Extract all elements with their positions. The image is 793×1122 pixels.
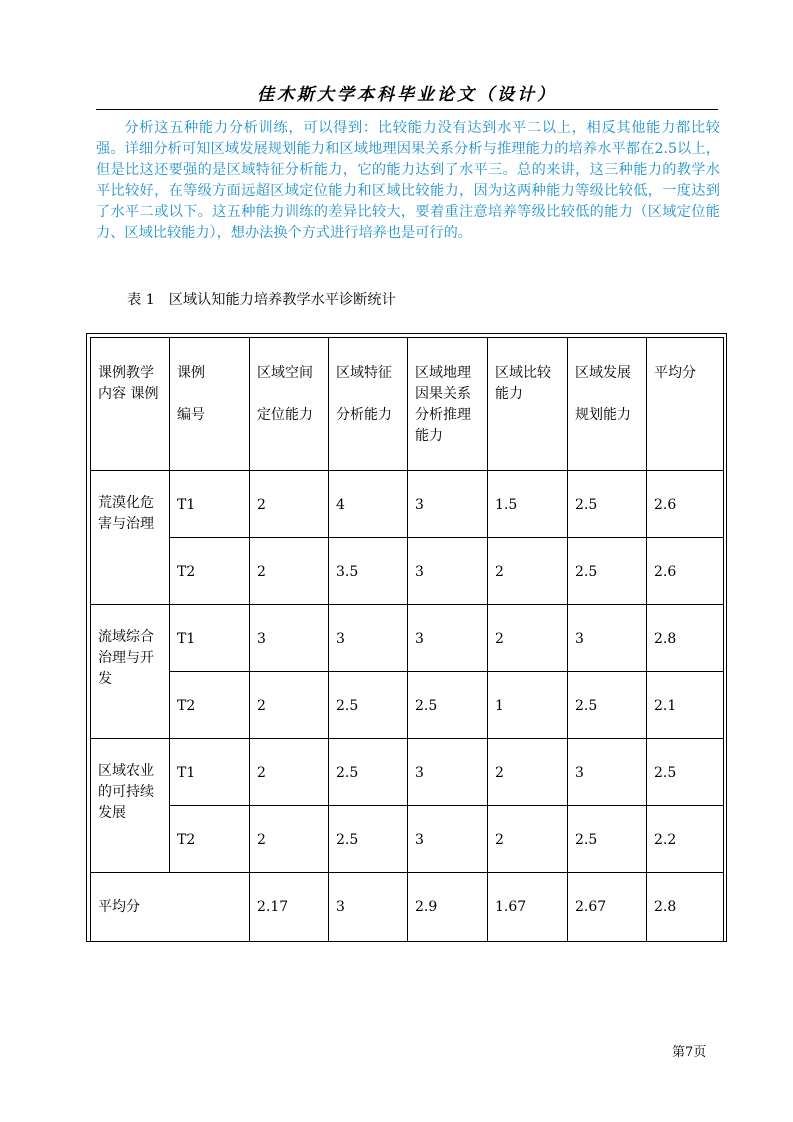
table-caption-label: 表 1 [127,292,155,308]
header-course-code: 课例 编号 [170,338,250,471]
group-name-cell: 流域综合治理与开发 [91,605,170,739]
average-cell: 2.8 [647,605,724,672]
code-cell: T1 [170,739,250,806]
statistics-table-frame [86,333,727,942]
spatial-cell: 2 [250,471,329,538]
spatial-cell: 2 [250,739,329,806]
header-feature-analysis: 区域特征 分析能力 [329,338,408,471]
header-regional-comparison: 区域比较能力 [488,338,568,471]
code-cell: T2 [170,538,250,605]
causal-cell: 2.9 [408,873,488,942]
feature-cell: 3 [329,873,408,942]
develop-cell: 2.5 [568,672,647,739]
header-rule [96,109,718,110]
causal-cell: 3 [408,739,488,806]
code-cell: T2 [170,806,250,873]
develop-cell: 2.5 [568,538,647,605]
average-cell: 2.2 [647,806,724,873]
causal-cell: 3 [408,605,488,672]
table-caption-title: 区域认知能力培养教学水平诊断统计 [168,292,396,308]
table-row [91,538,724,605]
spatial-cell: 3 [250,605,329,672]
average-row [91,873,724,942]
table-header-row [91,338,724,471]
compare-cell: 1 [488,672,568,739]
spatial-cell: 2.17 [250,873,329,942]
body-paragraph: 分析这五种能力分析训练，可以得到：比较能力没有达到水平二以上，相反其他能力都比较强。详细分析可知区域发展规划能力和区域地理因果关系分析与推理能力的培养水平都在2.5以上，但是比这还要强的是区域特征分析能力，它的能力达到了水平三。总的来讲，这三种能力的教学水平比较好，在等级方面远超区域定位能力和区域比较能力，因为这两种能力等级比较低，一度达到了水平二或以下。这五种能力训练的差异比较大，要着重注意培养等级比较低的能力（区域定位能力、区域比较能力），想办法换个方式进行培养也是可行的。 [96,120,720,241]
feature-cell: 2.5 [329,672,408,739]
feature-cell: 3 [329,605,408,672]
develop-cell: 3 [568,739,647,806]
header-average: 平均分 [647,338,724,471]
average-cell: 2.8 [647,873,724,942]
table-row [91,806,724,873]
feature-cell: 2.5 [329,806,408,873]
header-causal-reasoning: 区域地理因果关系分析推理能力 [408,338,488,471]
code-cell: T2 [170,672,250,739]
compare-cell: 2 [488,739,568,806]
code-cell: T1 [170,471,250,538]
compare-cell: 2 [488,605,568,672]
average-row-label: 平均分 [91,873,250,942]
feature-cell: 3.5 [329,538,408,605]
document-header-title: 佳木斯大学本科毕业论文（设计） [257,85,557,105]
average-cell: 2.5 [647,739,724,806]
feature-cell: 4 [329,471,408,538]
group-name-cell: 荒漠化危害与治理 [91,471,170,605]
table-row [91,471,724,538]
compare-cell: 2 [488,806,568,873]
table-row [91,672,724,739]
causal-cell: 3 [408,806,488,873]
group-name-cell: 区域农业的可持续发展 [91,739,170,873]
table-row [91,739,724,806]
causal-cell: 2.5 [408,672,488,739]
compare-cell: 1.67 [488,873,568,942]
header-development-planning: 区域发展 规划能力 [568,338,647,471]
feature-cell: 2.5 [329,739,408,806]
code-cell: T1 [170,605,250,672]
table-caption [127,289,396,309]
statistics-table [90,337,724,942]
develop-cell: 2.5 [568,471,647,538]
spatial-cell: 2 [250,806,329,873]
develop-cell: 2.67 [568,873,647,942]
average-cell: 2.6 [647,538,724,605]
average-cell: 2.6 [647,471,724,538]
spatial-cell: 2 [250,672,329,739]
spatial-cell: 2 [250,538,329,605]
compare-cell: 1.5 [488,471,568,538]
table-row [91,605,724,672]
average-cell: 2.1 [647,672,724,739]
develop-cell: 3 [568,605,647,672]
causal-cell: 3 [408,471,488,538]
causal-cell: 3 [408,538,488,605]
page-number: 第7页 [672,1045,707,1060]
header-course-content: 课例教学内容 课例 [91,338,170,471]
compare-cell: 2 [488,538,568,605]
develop-cell: 2.5 [568,806,647,873]
header-spatial-location: 区域空间 定位能力 [250,338,329,471]
